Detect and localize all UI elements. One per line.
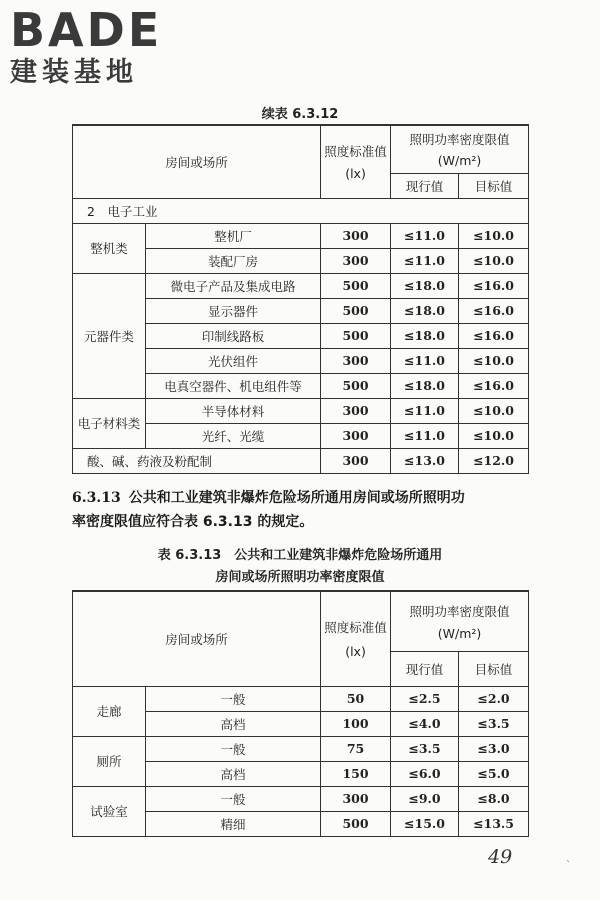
row-target: ≤10.0 — [459, 348, 529, 373]
row-label: 半导体材料 — [146, 398, 321, 423]
row-target: ≤8.0 — [459, 786, 529, 811]
table1-header-current: 现行值 — [391, 173, 459, 198]
row-target: ≤16.0 — [459, 323, 529, 348]
row-target: ≤3.5 — [459, 711, 529, 736]
row-lux: 500 — [321, 811, 391, 836]
row-label: 光纤、光缆 — [146, 423, 321, 448]
table-row — [73, 448, 529, 473]
row-label: 显示器件 — [146, 298, 321, 323]
clause-paragraph — [72, 486, 532, 534]
table1-header-row — [73, 125, 529, 173]
row-target: ≤10.0 — [459, 398, 529, 423]
table2-header-illuminance-unit: (lx) — [345, 644, 366, 660]
table2-header-illuminance — [321, 591, 391, 686]
table2-header-room: 房间或场所 — [73, 591, 321, 686]
table1-header-target: 目标值 — [459, 173, 529, 198]
row-lux: 300 — [321, 248, 391, 273]
group-label: 元器件类 — [73, 273, 146, 398]
row-lux: 300 — [321, 448, 391, 473]
row-target: ≤13.5 — [459, 811, 529, 836]
row-current: ≤11.0 — [391, 423, 459, 448]
table-row — [73, 736, 529, 761]
row-lux: 300 — [321, 398, 391, 423]
table1-caption: 续表 6.3.12 — [261, 107, 339, 122]
row-target: ≤3.0 — [459, 736, 529, 761]
row-current: ≤11.0 — [391, 398, 459, 423]
table2-header-lpd-unit: (W/m²) — [437, 625, 482, 641]
logo-subtitle: 建装基地 — [10, 57, 138, 88]
clause-line-1 — [72, 486, 532, 510]
table2-header-row — [73, 591, 529, 651]
row-label: 印制线路板 — [146, 323, 321, 348]
row-current: ≤6.0 — [391, 761, 459, 786]
table1-header-illuminance — [321, 125, 391, 198]
table-row — [73, 786, 529, 811]
table2-header-lpd — [391, 591, 529, 651]
row-target: ≤16.0 — [459, 373, 529, 398]
row-label: 精细 — [146, 811, 321, 836]
row-label: 微电子产品及集成电路 — [146, 273, 321, 298]
row-current: ≤13.0 — [391, 448, 459, 473]
table1-header-lpd-unit: (W/m²) — [437, 153, 482, 169]
row-current: ≤18.0 — [391, 298, 459, 323]
row-current: ≤18.0 — [391, 323, 459, 348]
row-label: 一般 — [146, 786, 321, 811]
row-target: ≤16.0 — [459, 273, 529, 298]
table1-section-row — [73, 198, 529, 223]
row-target: ≤10.0 — [459, 223, 529, 248]
row-target: ≤16.0 — [459, 298, 529, 323]
row-target: ≤10.0 — [459, 248, 529, 273]
row-current: ≤18.0 — [391, 273, 459, 298]
clause-text-2: 率密度限值应符合表 6.3.13 的规定。 — [72, 514, 314, 530]
row-label: 高档 — [146, 711, 321, 736]
table2-caption-line2: 房间或场所照明功率密度限值 — [215, 570, 385, 585]
group-label: 试验室 — [73, 786, 146, 836]
row-lux: 500 — [321, 373, 391, 398]
row-lux: 50 — [321, 686, 391, 711]
table1-header-illuminance-unit: (lx) — [345, 166, 366, 182]
brand-logo — [10, 3, 163, 90]
row-current: ≤4.0 — [391, 711, 459, 736]
row-current: ≤15.0 — [391, 811, 459, 836]
table-row — [73, 223, 529, 248]
row-label: 装配厂房 — [146, 248, 321, 273]
row-lux: 300 — [321, 423, 391, 448]
row-lux: 300 — [321, 223, 391, 248]
row-current: ≤11.0 — [391, 348, 459, 373]
row-label: 电真空器件、机电组件等 — [146, 373, 321, 398]
table2-header-current: 现行值 — [391, 651, 459, 686]
row-label: 一般 — [146, 686, 321, 711]
table2-header-target: 目标值 — [459, 651, 529, 686]
table2-header-illuminance-label: 照度标准值 — [324, 620, 387, 636]
row-lux: 500 — [321, 298, 391, 323]
row-label: 光伏组件 — [146, 348, 321, 373]
table-row — [73, 398, 529, 423]
row-lux: 150 — [321, 761, 391, 786]
row-label: 整机厂 — [146, 223, 321, 248]
table1 — [72, 124, 529, 474]
group-label: 整机类 — [73, 223, 146, 273]
row-current: ≤2.5 — [391, 686, 459, 711]
group-label: 电子材料类 — [73, 398, 146, 448]
row-lux: 75 — [321, 736, 391, 761]
table-row — [73, 273, 529, 298]
row-current: ≤11.0 — [391, 223, 459, 248]
row-current: ≤11.0 — [391, 248, 459, 273]
row-label: 一般 — [146, 736, 321, 761]
clause-number: 6.3.13 — [72, 490, 121, 506]
row-current: ≤18.0 — [391, 373, 459, 398]
table1-header-lpd — [391, 125, 529, 173]
row-lux: 300 — [321, 786, 391, 811]
row-current: ≤3.5 — [391, 736, 459, 761]
row-label: 酸、碱、药液及粉配制 — [73, 448, 321, 473]
page-number: 49 — [488, 846, 513, 868]
row-label: 高档 — [146, 761, 321, 786]
group-label: 走廊 — [73, 686, 146, 736]
scan-dot-mark: ` — [566, 860, 571, 871]
table1-header-room: 房间或场所 — [73, 125, 321, 198]
row-lux: 100 — [321, 711, 391, 736]
row-lux: 500 — [321, 323, 391, 348]
row-target: ≤12.0 — [459, 448, 529, 473]
row-target: ≤10.0 — [459, 423, 529, 448]
clause-text-1: 公共和工业建筑非爆炸危险场所通用房间或场所照明功 — [128, 490, 465, 506]
table1-header-illuminance-label: 照度标准值 — [324, 144, 387, 160]
logo-wordmark: BADE — [10, 3, 163, 57]
group-label: 厕所 — [73, 736, 146, 786]
row-target: ≤2.0 — [459, 686, 529, 711]
table2 — [72, 590, 529, 837]
table2-header-lpd-label: 照明功率密度限值 — [409, 603, 510, 619]
table1-header-lpd-label: 照明功率密度限值 — [409, 132, 510, 148]
table2-caption-line1: 表 6.3.13 公共和工业建筑非爆炸危险场所通用 — [157, 548, 443, 563]
table1-section-label: 2 电子工业 — [73, 198, 529, 223]
row-lux: 300 — [321, 348, 391, 373]
row-target: ≤5.0 — [459, 761, 529, 786]
row-current: ≤9.0 — [391, 786, 459, 811]
table-row — [73, 686, 529, 711]
row-lux: 500 — [321, 273, 391, 298]
